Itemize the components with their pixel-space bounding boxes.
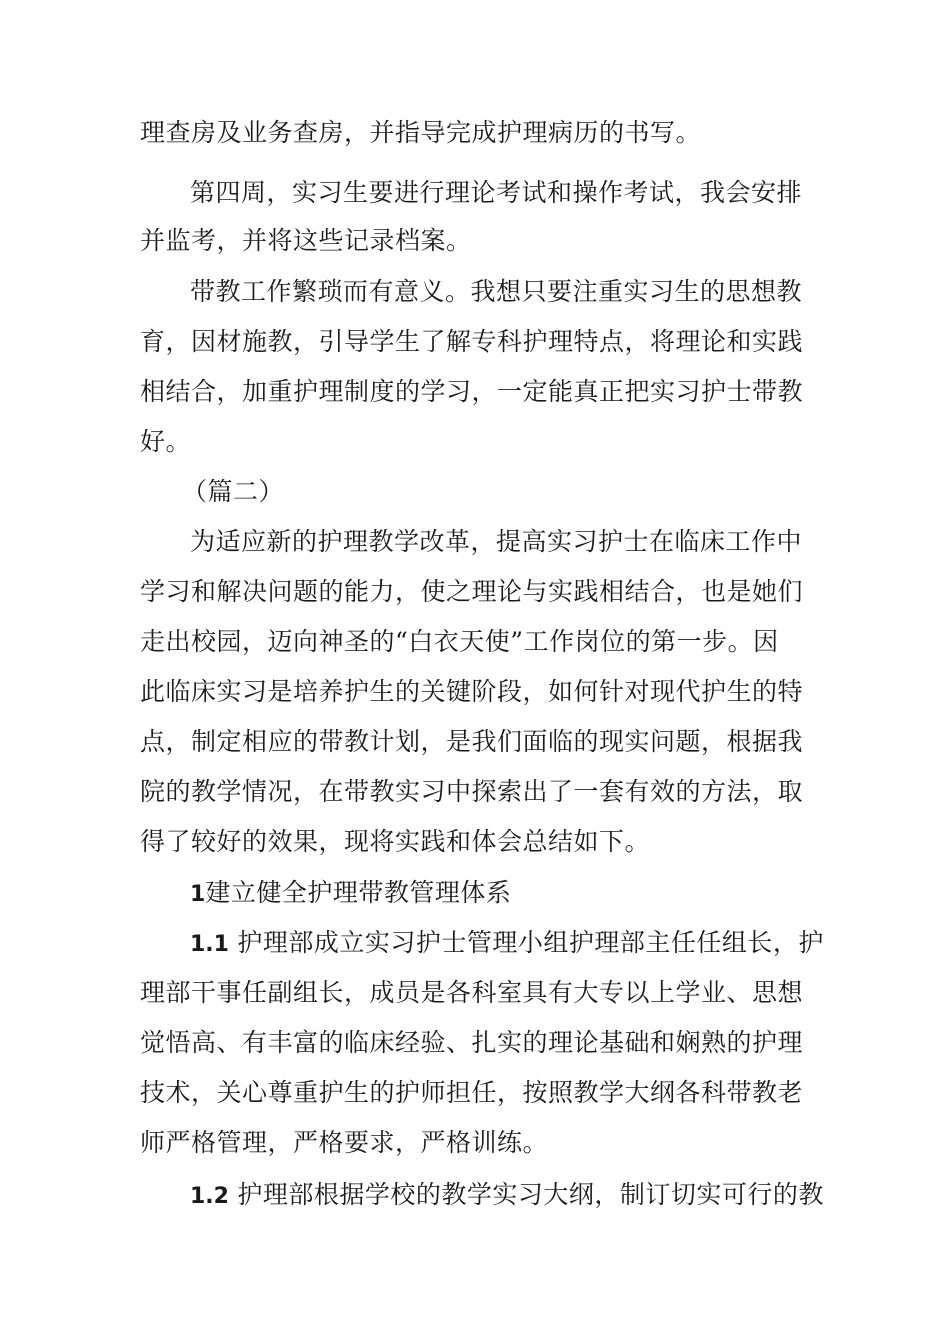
paragraph-first-line	[190, 175, 802, 211]
section-heading	[182, 474, 284, 510]
section-heading-text: （篇二）	[182, 477, 285, 506]
text-line	[140, 115, 701, 151]
text-line	[140, 223, 472, 259]
paragraph-first-line	[190, 524, 802, 560]
section-number: 1.2	[190, 1184, 229, 1209]
paragraph-first-line	[190, 274, 802, 310]
text-line	[140, 624, 779, 660]
text-line	[140, 1075, 803, 1111]
line-text: 育，因材施教，引导学生了解专科护理特点，将理论和实践	[140, 327, 804, 356]
text-line	[140, 724, 803, 760]
line-text: 护理部成立实习护士管理小组护理部主任任组长，护	[228, 928, 824, 957]
line-text: 并监考，并将这些记录档案。	[140, 226, 472, 255]
line-text: 技术，关心尊重护生的护师担任，按照教学大纲各科带教老	[140, 1078, 804, 1107]
line-text: 理部干事任副组长，成员是各科室具有大专以上学业、思想	[140, 978, 804, 1007]
text-line	[140, 374, 803, 410]
text-line	[140, 424, 191, 460]
line-text: 觉悟高、有丰富的临床经验、扎实的理论基础和娴熟的护理	[140, 1028, 804, 1057]
line-text: 护理部根据学校的教学实习大纲，制订切实可行的教	[228, 1180, 824, 1209]
line-text: 好。	[140, 427, 192, 456]
line-text: 师严格管理，严格要求，严格训练。	[140, 1128, 549, 1157]
text-line	[140, 1125, 548, 1161]
line-text: 院的教学情况，在带教实习中探索出了一套有效的方法，取	[140, 777, 804, 806]
text-line	[140, 574, 803, 610]
line-text: 学习和解决问题的能力，使之理论与实践相结合，也是她们	[140, 577, 804, 606]
section-number: 1	[190, 882, 206, 907]
line-text: 理查房及业务查房，并指导完成护理病历的书写。	[140, 118, 702, 147]
line-text: 相结合，加重护理制度的学习，一定能真正把实习护士带教	[140, 377, 804, 406]
text-line	[140, 824, 650, 860]
line-text: 走出校园，迈向神圣的“白衣天使”工作岗位的第一步。因	[140, 627, 779, 656]
text-line	[140, 324, 803, 360]
line-text: 第四周，实习生要进行理论考试和操作考试，我会安排	[190, 178, 803, 207]
numbered-heading	[190, 875, 511, 911]
numbered-paragraph-first-line	[190, 1177, 824, 1213]
line-text: 为适应新的护理教学改革，提高实习护士在临床工作中	[190, 527, 803, 556]
line-text: 得了较好的效果，现将实践和体会总结如下。	[140, 827, 651, 856]
text-line	[140, 774, 803, 810]
line-text: 带教工作繁琐而有意义。我想只要注重实习生的思想教	[190, 277, 803, 306]
line-text: 点，制定相应的带教计划，是我们面临的现实问题，根据我	[140, 727, 804, 756]
text-line	[140, 1025, 803, 1061]
section-number: 1.1	[190, 932, 229, 957]
line-text: 此临床实习是培养护生的关键阶段，如何针对现代护生的特	[140, 677, 804, 706]
line-text: 建立健全护理带教管理体系	[205, 878, 512, 907]
text-line	[140, 674, 803, 710]
numbered-paragraph-first-line	[190, 925, 824, 961]
text-line	[140, 975, 803, 1011]
